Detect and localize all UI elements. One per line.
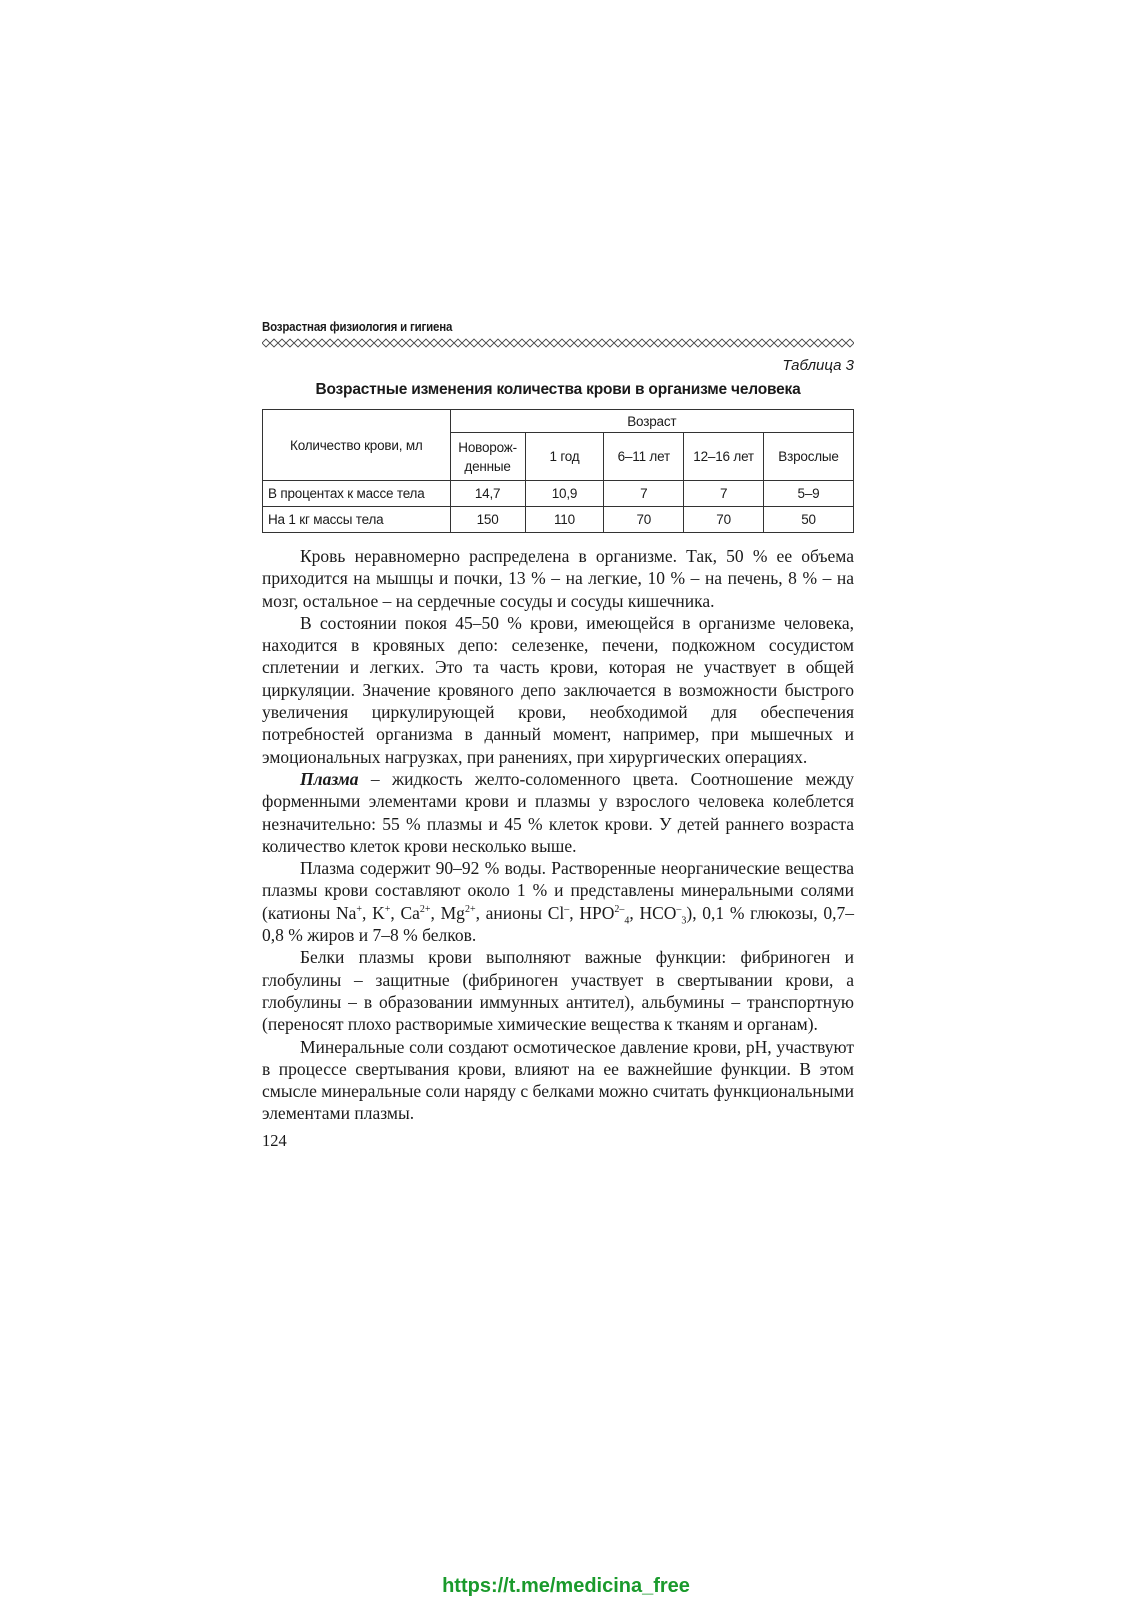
paragraph: Кровь неравномерно распределена в организме. Так, 50 % ее объема приходится на мышцы и почки, 13 % – на легкие, 10 % – на печень, 8 % – на мозг, остальное – на сердечные сосуды и сосуды кишечника. xyxy=(262,546,854,611)
table-title: Возрастные изменения количества крови в организме человека xyxy=(315,381,801,398)
table-row xyxy=(263,507,854,533)
table-cell: 70 xyxy=(684,507,764,533)
paragraph: Минеральные соли создают осмотическое давление крови, pH, участвуют в процессе свертывания крови, влияют на ее важнейшие функции. В этом смысле минеральные соли наряду с белками можно считать функциональными элементами плазмы. xyxy=(262,1036,854,1124)
table-cell: 7 xyxy=(604,481,684,507)
table-label: Таблица 3 xyxy=(782,357,854,374)
book-page xyxy=(262,320,854,1151)
ornament-divider xyxy=(262,338,854,348)
paragraph: Плазма – жидкость желто-соломенного цвета. Соотношение между форменными элементами крови и плазмы у взрослого человека колеблется незначительно: 55 % плазмы и 45 % клеток крови. У детей раннего возраста количество клеток крови несколько выше. xyxy=(262,768,854,856)
telegram-link[interactable]: https://t.me/medicina_free xyxy=(442,1575,690,1597)
row-header-title: Количество крови, мл xyxy=(263,410,451,481)
paragraph: Плазма содержит 90–92 % воды. Растворенные неорганические вещества плазмы крови составляют около 1 % и представлены минеральными солями (катионы Na+, K+, $Ca^{2+}$, $Mg^{2+}$, анионы Cl–, $HPO^{2-}_4$, $HCO^-_3$), 0,1 % глюкозы, 0,7–0,8 % жиров и 7–8 % белков. xyxy=(262,858,854,946)
body-text xyxy=(262,545,854,1125)
table-cell: 50 xyxy=(764,507,854,533)
table-cell: 5–9 xyxy=(764,481,854,507)
table-cell: 10,9 xyxy=(525,481,604,507)
column-header: 6–11 лет xyxy=(604,433,684,481)
row-label: На 1 кг массы тела xyxy=(263,507,451,533)
column-header: 1 год xyxy=(525,433,604,481)
column-header: Новорож-денные xyxy=(450,433,525,481)
table-header-row xyxy=(263,410,854,433)
term-plasma: Плазма xyxy=(300,768,359,789)
column-header: Взрослые xyxy=(764,433,854,481)
table-cell: 14,7 xyxy=(450,481,525,507)
running-head: Возрастная физиология и гигиена xyxy=(262,320,453,334)
table-row xyxy=(263,481,854,507)
table-cell: 110 xyxy=(525,507,604,533)
column-header: 12–16 лет xyxy=(684,433,764,481)
paragraph: Белки плазмы крови выполняют важные функции: фибриноген и глобулины – защитные (фибриноген участвует в свертывании крови, а глобулины – в образовании иммунных антител), альбумины – транспортную (переносят плохо растворимые химические вещества к тканям и органам). xyxy=(262,947,854,1035)
table-cell: 70 xyxy=(604,507,684,533)
row-label: В процентах к массе тела xyxy=(263,481,451,507)
paragraph: В состоянии покоя 45–50 % крови, имеющейся в организме человека, находится в кровяных депо: селезенке, печени, подкожном сосудистом сплетении и легких. Это та часть крови, которая не участвует в общей циркуляции. Значение кровяного депо заключается в возможности быстрого увеличения циркулирующей крови, необходимой для обеспечения потребностей организма в данный момент, например, при мышечных и эмоциональных нагрузках, при ранениях, при хирургических операциях. xyxy=(262,612,854,767)
blood-volume-table xyxy=(262,409,854,533)
table-cell: 150 xyxy=(450,507,525,533)
age-group-header: Возраст xyxy=(450,410,853,433)
table-cell: 7 xyxy=(684,481,764,507)
page-number: 124 xyxy=(262,1130,287,1150)
